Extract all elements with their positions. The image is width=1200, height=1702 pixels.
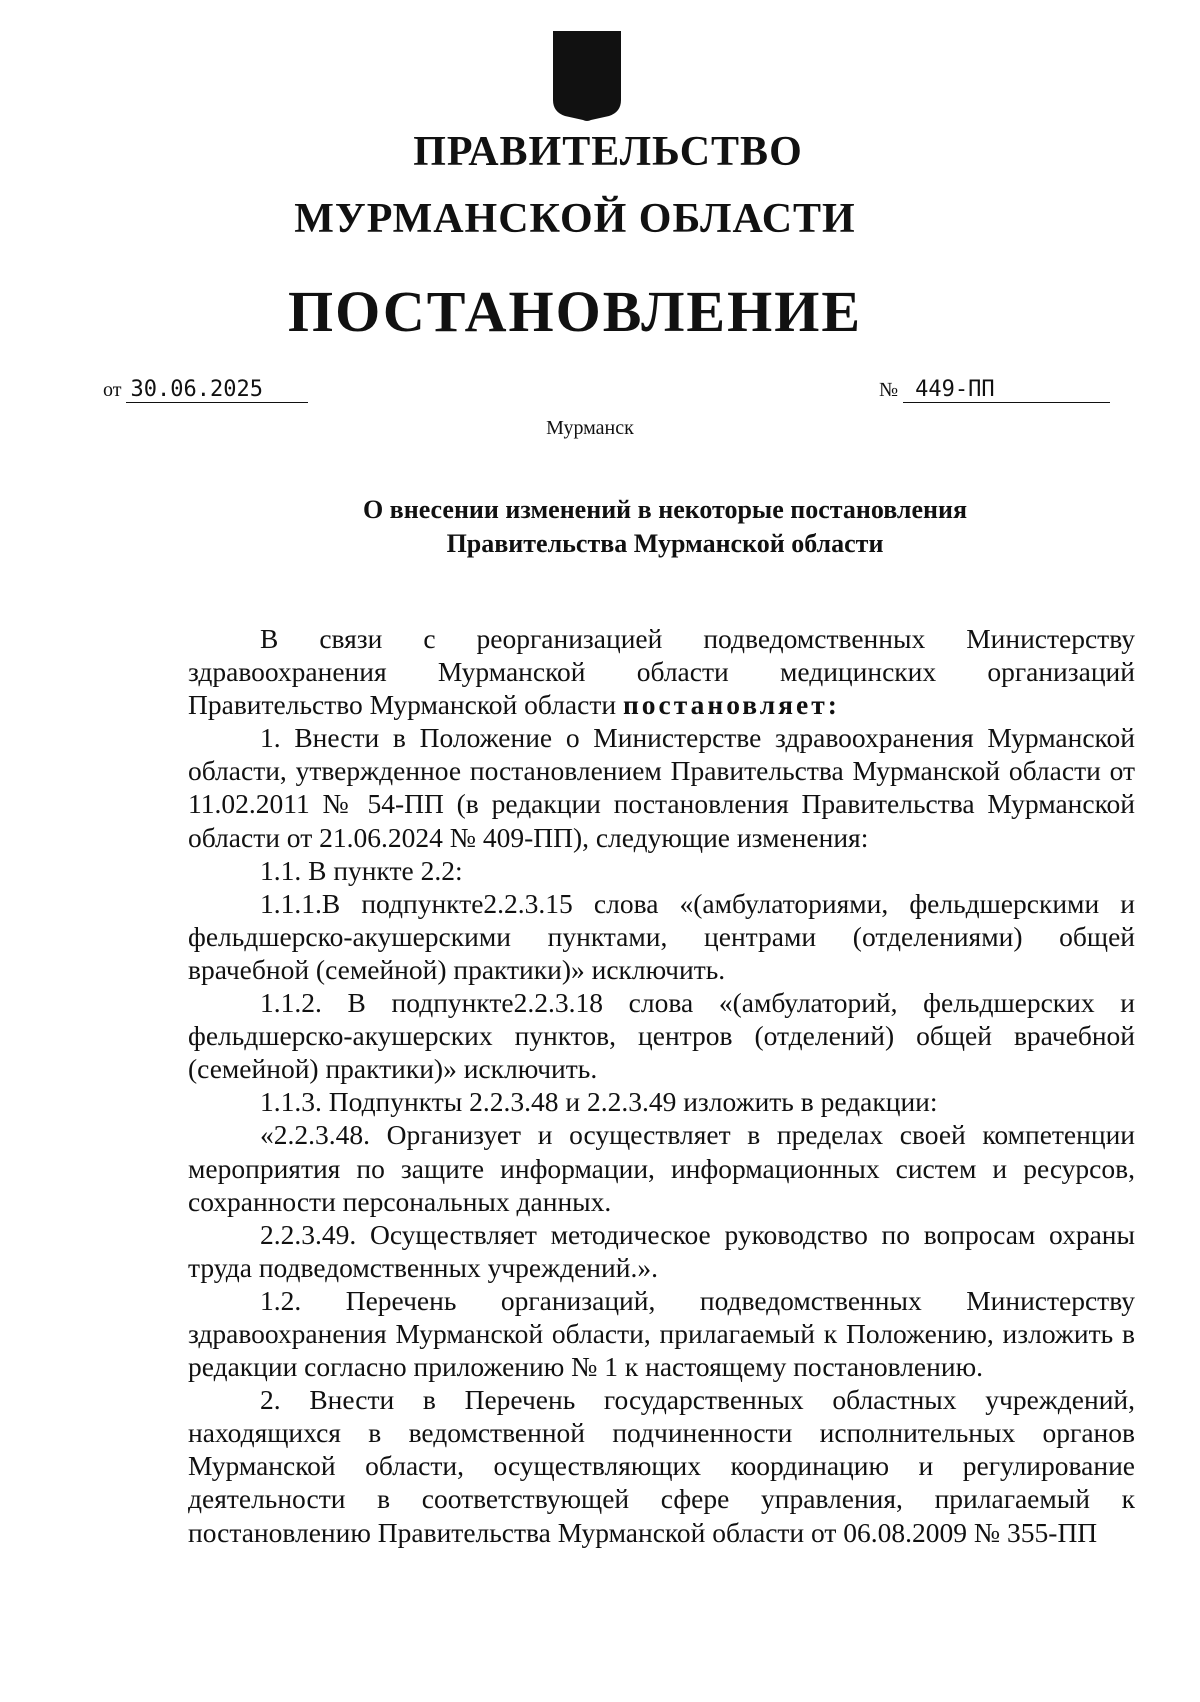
city-label: Мурманск	[546, 417, 634, 439]
date-field	[103, 378, 308, 403]
subject-line-2: Правительства Мурманской области	[446, 529, 884, 558]
intro-text: В связи с реорганизацией подведомственных Министерству здравоохранения Мурманской области медицинских организаций Правительство Мурманской области	[188, 623, 1135, 721]
number-field	[879, 378, 1110, 403]
quote-2-2-3-48: «2.2.3.48. Организует и осуществляет в пределах своей компетенции мероприятия по защите информации, информационных систем и ресурсов, сохранности персональных данных.	[188, 1119, 1135, 1217]
region-title: МУРМАНСКОЙ ОБЛАСТИ	[294, 196, 856, 242]
number-value: 449-ПП	[903, 378, 1110, 403]
coat-of-arms-shield	[547, 30, 627, 126]
paragraph-1-2: 1.2. Перечень организаций, подведомственных Министерству здравоохранения Мурманской области, прилагаемый к Положению, изложить в редакции согласно приложению № 1 к настоящему постановлению.	[188, 1284, 1135, 1383]
intro-paragraph	[188, 622, 1135, 721]
quote-2-2-3-49: 2.2.3.49. Осуществляет методическое руководство по вопросам охраны труда подведомственных учреждений.».	[188, 1218, 1135, 1283]
document-body	[188, 622, 1135, 1549]
paragraph-1-1-1: 1.1.1.В подпункте2.2.3.15 слова «(амбулаториями, фельдшерскими и фельдшерско-акушерскими пунктами, центрами (отделениями) общей врачебной (семейной) практики)» исключить.	[188, 887, 1135, 985]
document-type-title: ПОСТАНОВЛЕНИЕ	[287, 279, 863, 344]
number-prefix: №	[879, 379, 899, 401]
date-value: 30.06.2025	[126, 378, 308, 403]
coat-of-arms-icon	[547, 30, 627, 126]
decree-word: постановляет:	[622, 689, 840, 721]
paragraph-1-1-3: 1.1.3. Подпункты 2.2.3.48 и 2.2.3.49 изложить в редакции:	[260, 1086, 938, 1118]
document-subject	[300, 493, 1030, 561]
paragraph-2: 2. Внести в Перечень государственных областных учреждений, находящихся в ведомственной подчиненности исполнительных органов Мурманской области, осуществляющих координацию и регулирование деятельности в соответствующей сфере управления, прилагаемый к постановлению Правительства Мурманской области от 06.08.2009 № 355-ПП	[188, 1384, 1135, 1548]
subject-line-1: О внесении изменений в некоторые постановления	[362, 495, 968, 524]
paragraph-1: 1. Внести в Положение о Министерстве здравоохранения Мурманской области, утвержденное постановлением Правительства Мурманской области от 11.02.2011 № 54-ПП (в редакции постановления Правительства Мурманской области от 21.06.2024 № 409-ПП), следующие изменения:	[188, 722, 1135, 853]
date-prefix: от	[103, 379, 122, 401]
paragraph-1-1: 1.1. В пункте 2.2:	[260, 854, 463, 886]
government-title: ПРАВИТЕЛЬСТВО	[413, 129, 803, 175]
paragraph-1-1-2: 1.1.2. В подпункте2.2.3.18 слова «(амбулаторий, фельдшерских и фельдшерско-акушерских пунктов, центров (отделений) общей врачебной (семейной) практики)» исключить.	[188, 987, 1135, 1085]
